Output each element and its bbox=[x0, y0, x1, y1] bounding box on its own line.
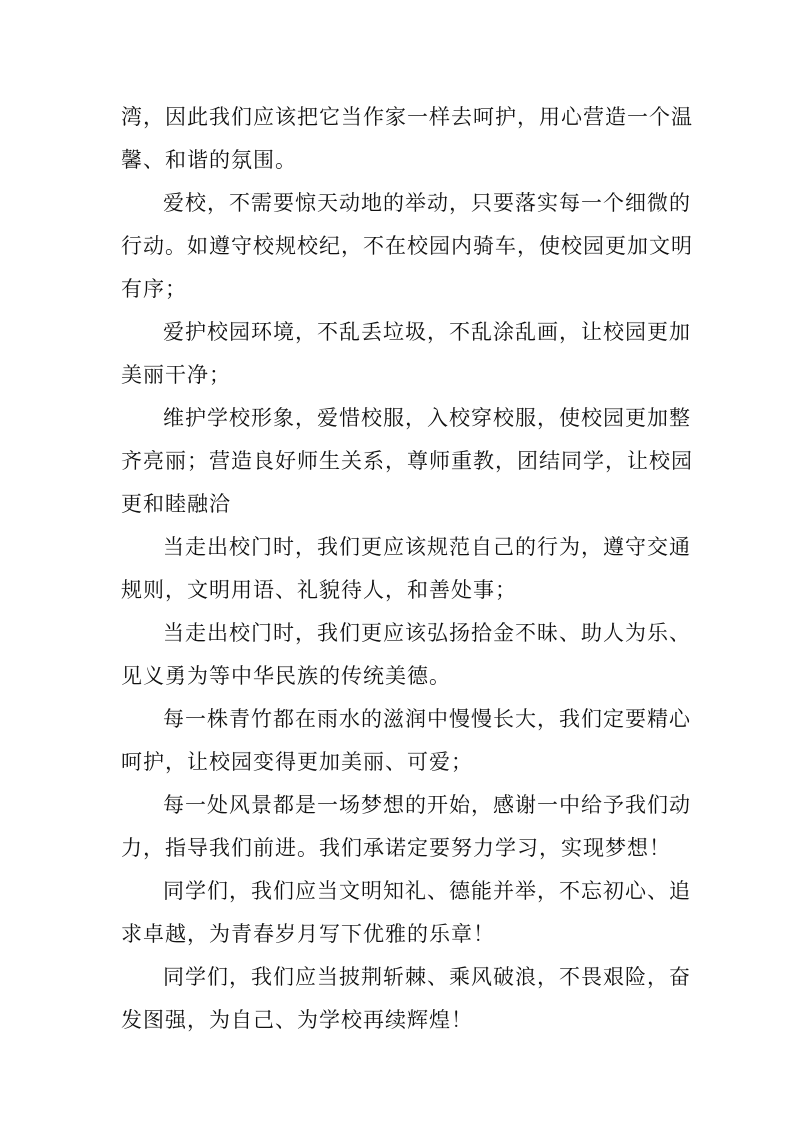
text-line: 见义勇为等中华民族的传统美德。 bbox=[121, 664, 451, 688]
text-line: 行动。如遵守校规校纪，不在校园内骑车，使校园更加文明 bbox=[121, 234, 693, 258]
text-line: 更和睦融洽 bbox=[121, 492, 231, 516]
text-line: 当走出校门时，我们更应该弘扬拾金不昧、助人为乐、 bbox=[163, 621, 691, 645]
text-line: 同学们，我们应当披荆斩棘、乘风破浪，不畏艰险，奋 bbox=[163, 965, 691, 989]
text-line: 维护学校形象，爱惜校服，入校穿校服，使校园更加整 bbox=[163, 406, 691, 430]
text-line: 湾，因此我们应该把它当作家一样去呵护，用心营造一个温 bbox=[121, 105, 693, 129]
text-line: 当走出校门时，我们更应该规范自己的行为，遵守交通 bbox=[163, 535, 691, 559]
text-line: 规则，文明用语、礼貌待人，和善处事； bbox=[121, 578, 517, 602]
text-line: 馨、和谐的氛围。 bbox=[121, 148, 297, 172]
text-line: 发图强，为自己、为学校再续辉煌！ bbox=[121, 1008, 473, 1032]
text-line: 爱护校园环境，不乱丢垃圾，不乱涂乱画，让校园更加 bbox=[163, 320, 691, 344]
text-line: 力，指导我们前进。我们承诺定要努力学习，实现梦想！ bbox=[121, 836, 671, 860]
text-line: 美丽干净； bbox=[121, 363, 231, 387]
text-line: 有序； bbox=[121, 277, 187, 301]
text-line: 同学们，我们应当文明知礼、德能并举，不忘初心、追 bbox=[163, 879, 691, 903]
text-line: 求卓越，为青春岁月写下优雅的乐章！ bbox=[121, 922, 495, 946]
text-line: 呵护，让校园变得更加美丽、可爱； bbox=[121, 750, 473, 774]
text-line: 每一株青竹都在雨水的滋润中慢慢长大，我们定要精心 bbox=[163, 707, 691, 731]
text-line: 齐亮丽；营造良好师生关系，尊师重教，团结同学，让校园 bbox=[121, 449, 693, 473]
text-line: 每一处风景都是一场梦想的开始，感谢一中给予我们动 bbox=[163, 793, 691, 817]
text-line: 爱校，不需要惊天动地的举动，只要落实每一个细微的 bbox=[163, 191, 691, 215]
